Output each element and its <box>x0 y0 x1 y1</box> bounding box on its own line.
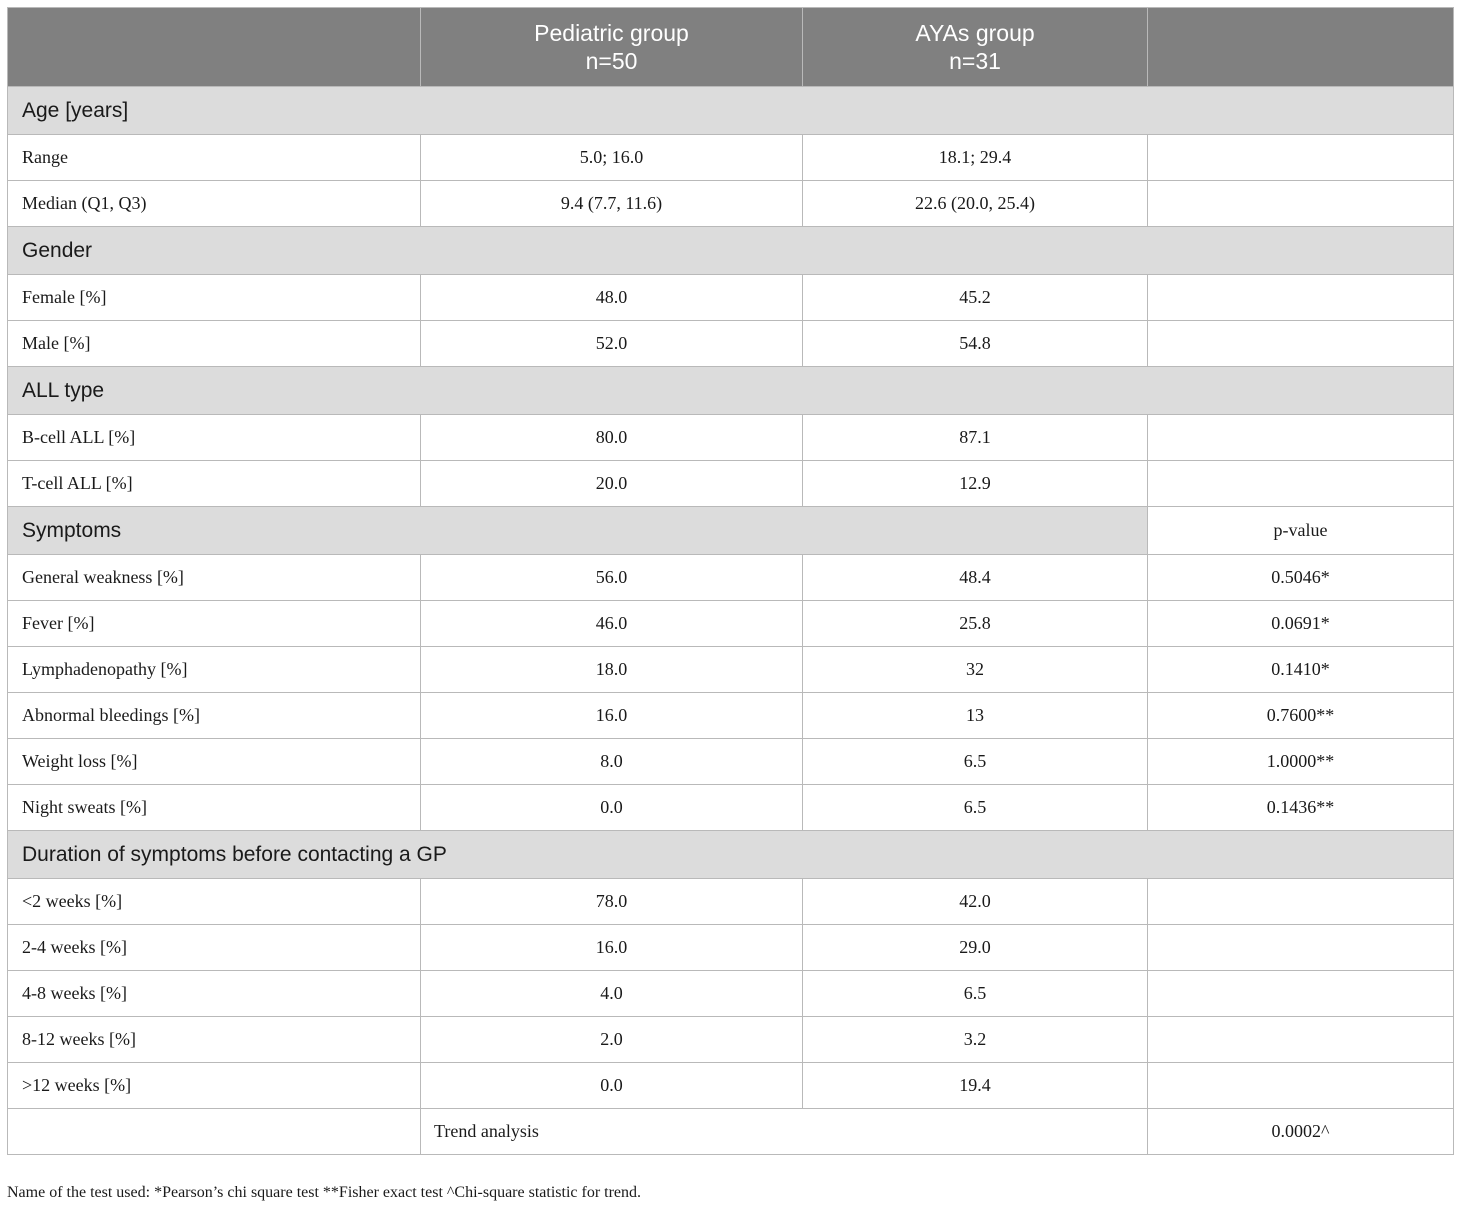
ayas-value: 32 <box>803 647 1148 693</box>
pediatric-value: 0.0 <box>421 1063 803 1109</box>
table-row <box>8 601 1454 647</box>
row-label: T-cell ALL [%] <box>8 461 421 507</box>
table-row <box>8 275 1454 321</box>
table-row <box>8 135 1454 181</box>
pediatric-value: 5.0; 16.0 <box>421 135 803 181</box>
p-value <box>1148 415 1454 461</box>
pediatric-value: 78.0 <box>421 879 803 925</box>
section-title: Symptoms <box>8 507 1148 555</box>
header-empty-cell <box>8 8 421 87</box>
table-row <box>8 925 1454 971</box>
table-container <box>7 7 1453 1155</box>
row-label: Range <box>8 135 421 181</box>
table-row <box>8 181 1454 227</box>
trend-p-value: 0.0002^ <box>1148 1109 1454 1155</box>
table-row <box>8 693 1454 739</box>
p-value: 0.5046* <box>1148 555 1454 601</box>
p-value: 0.0691* <box>1148 601 1454 647</box>
pediatric-value: 16.0 <box>421 693 803 739</box>
p-value <box>1148 321 1454 367</box>
p-value <box>1148 135 1454 181</box>
pediatric-value: 9.4 (7.7, 11.6) <box>421 181 803 227</box>
row-label: Fever [%] <box>8 601 421 647</box>
ayas-value: 6.5 <box>803 785 1148 831</box>
row-label: B-cell ALL [%] <box>8 415 421 461</box>
header-pediatric-n: n=50 <box>585 48 638 74</box>
row-label: Female [%] <box>8 275 421 321</box>
row-label: 2-4 weeks [%] <box>8 925 421 971</box>
row-label: Weight loss [%] <box>8 739 421 785</box>
pediatric-value: 46.0 <box>421 601 803 647</box>
table-row <box>8 739 1454 785</box>
table-row <box>8 1017 1454 1063</box>
table-row <box>8 555 1454 601</box>
p-value <box>1148 925 1454 971</box>
ayas-value: 6.5 <box>803 971 1148 1017</box>
row-label: <2 weeks [%] <box>8 879 421 925</box>
row-label: >12 weeks [%] <box>8 1063 421 1109</box>
table-row <box>8 647 1454 693</box>
table-row <box>8 971 1454 1017</box>
pediatric-value: 80.0 <box>421 415 803 461</box>
ayas-value: 19.4 <box>803 1063 1148 1109</box>
p-value <box>1148 971 1454 1017</box>
pediatric-value: 20.0 <box>421 461 803 507</box>
pediatric-value: 56.0 <box>421 555 803 601</box>
pediatric-value: 48.0 <box>421 275 803 321</box>
p-value <box>1148 461 1454 507</box>
table-header-row <box>8 8 1454 87</box>
p-value: 0.1410* <box>1148 647 1454 693</box>
pediatric-value: 4.0 <box>421 971 803 1017</box>
ayas-value: 29.0 <box>803 925 1148 971</box>
pediatric-value: 52.0 <box>421 321 803 367</box>
p-value <box>1148 275 1454 321</box>
ayas-value: 22.6 (20.0, 25.4) <box>803 181 1148 227</box>
p-value-header: p-value <box>1148 507 1454 555</box>
table-footnote: Name of the test used: *Pearson’s chi square test **Fisher exact test ^Chi-square statistic for trend. <box>7 1184 642 1201</box>
p-value <box>1148 1063 1454 1109</box>
header-pediatric-title: Pediatric group <box>534 20 689 46</box>
pediatric-value: 2.0 <box>421 1017 803 1063</box>
ayas-value: 25.8 <box>803 601 1148 647</box>
table-row <box>8 879 1454 925</box>
section-row-duration <box>8 831 1454 879</box>
ayas-value: 48.4 <box>803 555 1148 601</box>
p-value <box>1148 879 1454 925</box>
trend-label: Trend analysis <box>421 1109 1148 1155</box>
ayas-value: 45.2 <box>803 275 1148 321</box>
row-label: 8-12 weeks [%] <box>8 1017 421 1063</box>
header-ayas <box>803 8 1148 87</box>
pediatric-value: 0.0 <box>421 785 803 831</box>
row-label: Abnormal bleedings [%] <box>8 693 421 739</box>
section-title: ALL type <box>8 367 1454 415</box>
p-value <box>1148 1017 1454 1063</box>
ayas-value: 42.0 <box>803 879 1148 925</box>
ayas-value: 3.2 <box>803 1017 1148 1063</box>
section-row-all-type <box>8 367 1454 415</box>
header-ayas-title: AYAs group <box>915 20 1035 46</box>
section-row-age <box>8 87 1454 135</box>
pediatric-value: 8.0 <box>421 739 803 785</box>
ayas-value: 18.1; 29.4 <box>803 135 1148 181</box>
characteristics-table <box>7 7 1454 1155</box>
p-value <box>1148 181 1454 227</box>
trend-row <box>8 1109 1454 1155</box>
ayas-value: 12.9 <box>803 461 1148 507</box>
trend-empty-cell <box>8 1109 421 1155</box>
table-row <box>8 1063 1454 1109</box>
row-label: Lymphadenopathy [%] <box>8 647 421 693</box>
table-row <box>8 415 1454 461</box>
row-label: Night sweats [%] <box>8 785 421 831</box>
ayas-value: 54.8 <box>803 321 1148 367</box>
p-value: 0.7600** <box>1148 693 1454 739</box>
section-title: Duration of symptoms before contacting a GP <box>8 831 1454 879</box>
ayas-value: 87.1 <box>803 415 1148 461</box>
row-label: General weakness [%] <box>8 555 421 601</box>
table-row <box>8 461 1454 507</box>
section-row-gender <box>8 227 1454 275</box>
table-row <box>8 785 1454 831</box>
pediatric-value: 18.0 <box>421 647 803 693</box>
p-value: 1.0000** <box>1148 739 1454 785</box>
header-col4 <box>1148 8 1454 87</box>
p-value: 0.1436** <box>1148 785 1454 831</box>
header-ayas-n: n=31 <box>949 48 1001 74</box>
ayas-value: 6.5 <box>803 739 1148 785</box>
ayas-value: 13 <box>803 693 1148 739</box>
row-label: 4-8 weeks [%] <box>8 971 421 1017</box>
section-title: Age [years] <box>8 87 1454 135</box>
header-pediatric <box>421 8 803 87</box>
section-row-symptoms <box>8 507 1454 555</box>
table-row <box>8 321 1454 367</box>
pediatric-value: 16.0 <box>421 925 803 971</box>
section-title: Gender <box>8 227 1454 275</box>
row-label: Male [%] <box>8 321 421 367</box>
row-label: Median (Q1, Q3) <box>8 181 421 227</box>
